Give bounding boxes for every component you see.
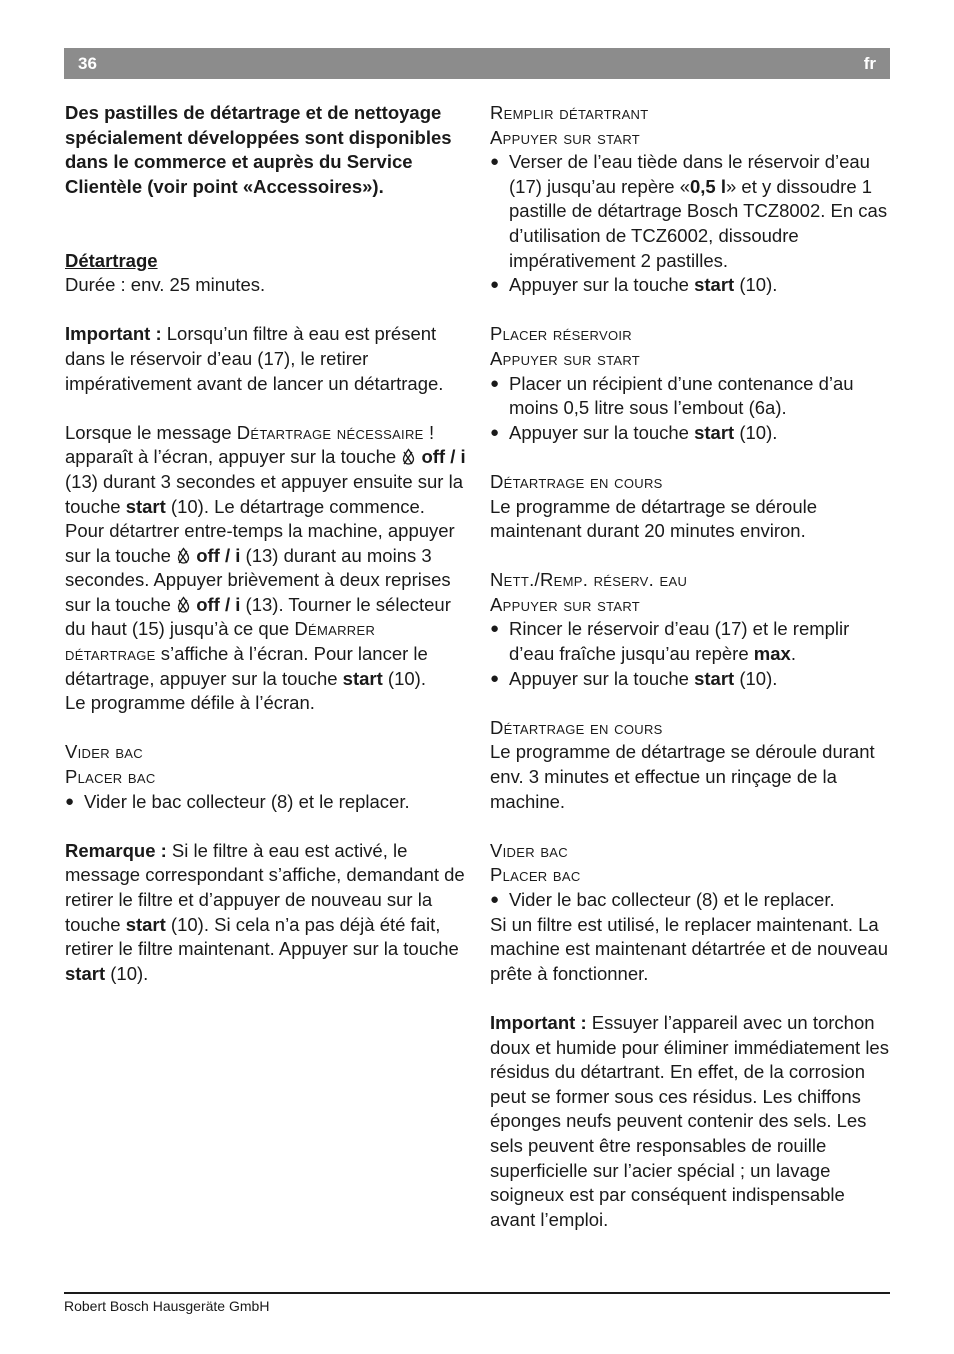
footer-company: Robert Bosch Hausgeräte GmbH bbox=[64, 1298, 270, 1314]
bullet-list bbox=[490, 617, 894, 691]
language-code: fr bbox=[863, 54, 876, 73]
list-item: ● Appuyer sur la touche start (10). bbox=[490, 273, 894, 298]
important-note: Important : Lorsqu’un filtre à eau est présent dans le réservoir d’eau (17), le retirer impérativement avant de lancer un détartrage. bbox=[65, 323, 444, 394]
manual-descaling-instructions: Pour détartrer entre-temps la machine, appuyer sur la touche off / i (13) durant au moins 3 secondes. Appuyer brièvement à deux reprises sur la touche off / i (13). Tourner le sélecteur du haut (15) jusqu’à ce que Démarrer détartrage s’affiche à l’écran. Pour lancer le détartrage, appuyer sur la touche start (10). bbox=[65, 520, 455, 689]
display-message: Détartrage en cours bbox=[490, 716, 663, 738]
footer-divider bbox=[64, 1292, 890, 1294]
display-message: Appuyer sur start bbox=[490, 126, 641, 148]
body-text: Si un filtre est utilisé, le replacer maintenant. La machine est maintenant détartrée et de nouveau prête à fonctionner. bbox=[490, 913, 889, 984]
bullet-list bbox=[65, 790, 470, 815]
list-item: ● Placer un récipient d’une contenance d’au moins 0,5 litre sous l’embout (6a). bbox=[490, 372, 894, 421]
display-message: Démarrer détartrage bbox=[65, 618, 376, 665]
bullet-list bbox=[490, 150, 894, 298]
care-symbol-icon bbox=[176, 596, 191, 614]
bullet-list bbox=[490, 372, 894, 446]
bullet-list bbox=[490, 888, 894, 913]
left-column bbox=[65, 101, 470, 986]
display-message: Remplir détartrant bbox=[490, 102, 649, 123]
program-text: Le programme défile à l’écran. bbox=[65, 692, 315, 714]
list-item: ● Appuyer sur la touche start (10). bbox=[490, 667, 894, 692]
important-note: Important : Essuyer l’appareil avec un torchon doux et humide pour éliminer immédiatement les résidus du détartrant. En effet, de la corrosion peut se former sous ces résidus. Les chiffons éponges neufs peuvent contenir des sels. Les sels peuvent être responsables de rouille superficielle sur l’acier spécial ; un lavage soigneux est par conséquent indispensable avant l’emploi. bbox=[490, 1011, 889, 1230]
intro-text: Des pastilles de détartrage et de nettoyage spécialement développées sont disponibles dans le commerce et auprès du Service Clientèle (voir point «Accessoires»). bbox=[65, 102, 452, 197]
remark-note: Remarque : Si le filtre à eau est activé, le message correspondant s’affiche, demandant de retirer le filtre et d’appuyer de nouveau sur la touche start (10). Si cela n’a pas déjà été fait, retirer le filtre maintenant. Appuyer sur la touche start (10). bbox=[65, 839, 465, 984]
display-message: Appuyer sur start bbox=[490, 593, 641, 615]
duration-text: Durée : env. 25 minutes. bbox=[65, 274, 266, 296]
body-text: Le programme de détartrage se déroule durant env. 3 minutes et effectue un rinçage de la machine. bbox=[490, 741, 875, 812]
section-heading: Détartrage bbox=[65, 249, 158, 271]
descaling-instructions: Lorsque le message Détartrage nécessaire ! apparaît à l’écran, appuyer sur la touche off / i (13) durant 3 secondes et appuyer ensuite sur la touche start (10). Le détartrage commence. bbox=[65, 421, 466, 517]
display-message: Détartrage nécessaire ! bbox=[236, 421, 435, 443]
list-item: ● Verser de l’eau tiède dans le réservoir d’eau (17) jusqu’au repère «0,5 l» et y dissoudre 1 pastille de détartrage Bosch TCZ8002. En cas d’utilisation de TCZ6002, dissoudre impérativement 2 pastilles. bbox=[490, 150, 894, 273]
display-message: Appuyer sur start bbox=[490, 347, 641, 369]
list-item: ● Vider le bac collecteur (8) et le replacer. bbox=[65, 790, 470, 815]
display-message: Détartrage en cours bbox=[490, 470, 663, 492]
page-number: 36 bbox=[78, 54, 97, 73]
care-symbol-icon bbox=[176, 547, 191, 565]
list-item: ● Rincer le réservoir d’eau (17) et le remplir d’eau fraîche jusqu’au repère max. bbox=[490, 617, 894, 666]
list-item: ● Appuyer sur la touche start (10). bbox=[490, 421, 894, 446]
right-column bbox=[490, 101, 894, 1232]
display-message: Placer bac bbox=[490, 864, 581, 886]
page-header bbox=[64, 48, 890, 79]
display-message: Vider bac bbox=[490, 839, 568, 861]
care-symbol-icon bbox=[401, 448, 416, 466]
display-message: Nett./Remp. réserv. eau bbox=[490, 569, 688, 591]
body-text: Le programme de détartrage se déroule maintenant durant 20 minutes environ. bbox=[490, 495, 818, 542]
list-item: ● Vider le bac collecteur (8) et le replacer. bbox=[490, 888, 894, 913]
display-message: Placer réservoir bbox=[490, 323, 632, 345]
display-message: Placer bac bbox=[65, 766, 156, 788]
display-message: Vider bac bbox=[65, 741, 143, 763]
